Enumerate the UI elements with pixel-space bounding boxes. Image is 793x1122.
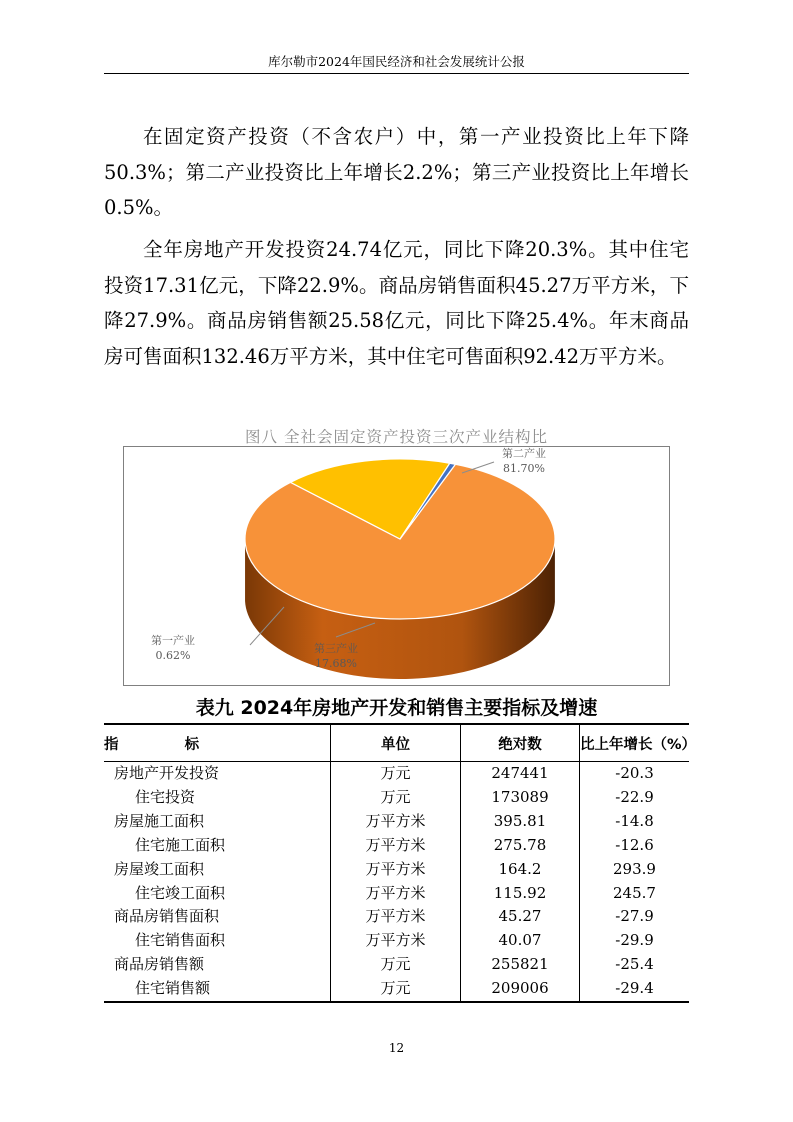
row-indicator: 住宅投资	[135, 787, 196, 806]
row-unit: 万平方米	[331, 810, 461, 834]
table-row	[104, 929, 689, 953]
row-absolute-value: 275.78	[461, 834, 580, 858]
row-unit: 万平方米	[331, 929, 461, 953]
header-indicator	[104, 724, 331, 762]
table-title: 表九 2024年房地产开发和销售主要指标及增速	[195, 697, 598, 719]
row-unit: 万平方米	[331, 882, 461, 906]
row-growth: -29.9	[580, 929, 690, 953]
row-indicator: 住宅销售额	[104, 977, 331, 1002]
row-absolute-value: 209006	[461, 977, 580, 1002]
row-absolute-value: 40.07	[461, 929, 580, 953]
row-growth: 245.7	[580, 882, 690, 906]
row-absolute-value: 173089	[461, 786, 580, 810]
paragraph-industry-investment: 在固定资产投资（不含农户）中，第一产业投资比上年下降50.3%；第二产业投资比上年增长2.2%；第三产业投资比上年增长0.5%。	[104, 125, 689, 219]
figure-title: 图八 全社会固定资产投资三次产业结构比	[245, 428, 548, 446]
paragraph-real-estate: 全年房地产开发投资24.74亿元，同比下降20.3%。其中住宅投资17.31亿元，下降22.9%。商品房销售面积45.27万平方米，下降27.9%。商品房销售额25.58亿元，同比下降25.4%。年末商品房可售面积132.46万平方米，其中住宅可售面积92.42万平方米。	[104, 238, 689, 368]
header-absolute: 绝对数	[461, 724, 580, 762]
row-growth: -27.9	[580, 905, 690, 929]
table-row	[104, 810, 689, 834]
row-absolute-value: 164.2	[461, 858, 580, 882]
pie-chart-frame	[123, 446, 670, 686]
header-growth: 比上年增长（%）	[580, 724, 690, 762]
header-rule	[104, 73, 689, 74]
row-growth: -20.3	[580, 762, 690, 786]
row-indicator: 房屋竣工面积	[114, 859, 205, 878]
table-row	[104, 762, 689, 786]
row-growth: -12.6	[580, 834, 690, 858]
pie-chart	[124, 447, 669, 685]
row-absolute-value: 255821	[461, 953, 580, 977]
row-growth: -22.9	[580, 786, 690, 810]
header-unit: 单位	[331, 724, 461, 762]
page-number: 12	[388, 1041, 405, 1055]
pie-label-name-0: 第二产业	[502, 447, 546, 460]
row-unit: 万平方米	[331, 858, 461, 882]
pie-label-name-2: 第一产业	[151, 634, 195, 647]
row-absolute-value: 247441	[461, 762, 580, 786]
row-growth: -25.4	[580, 953, 690, 977]
pie-label-name-1: 第三产业	[314, 642, 358, 655]
row-indicator: 商品房销售面积	[114, 907, 220, 926]
table-header-row	[104, 724, 689, 762]
table-row	[104, 977, 689, 1002]
row-indicator: 住宅施工面积	[135, 835, 226, 854]
row-indicator: 住宅销售面积	[135, 931, 226, 950]
row-unit: 万元	[331, 953, 461, 977]
row-absolute-value: 115.92	[461, 882, 580, 906]
table-row	[104, 834, 689, 858]
row-absolute-value: 395.81	[461, 810, 580, 834]
row-unit: 万元	[331, 977, 461, 1002]
row-indicator: 住宅竣工面积	[135, 883, 226, 902]
real-estate-table	[104, 723, 697, 1003]
row-unit: 万元	[331, 786, 461, 810]
header-indicator-char-1: 指	[104, 736, 119, 753]
pie-label-value-2: 0.62%	[155, 649, 191, 662]
row-indicator: 商品房销售额	[114, 955, 205, 974]
row-growth: -14.8	[580, 810, 690, 834]
row-unit: 万元	[331, 762, 461, 786]
page-header: 库尔勒市2024年国民经济和社会发展统计公报	[268, 54, 525, 69]
header-indicator-char-2: 标	[184, 736, 200, 753]
table-row	[104, 786, 689, 810]
table-row	[104, 882, 689, 906]
pie-label-value-1: 17.68%	[315, 657, 357, 670]
row-growth: 293.9	[580, 858, 690, 882]
row-indicator: 房屋施工面积	[114, 811, 205, 830]
row-indicator: 房地产开发投资	[114, 764, 220, 782]
pie-label-value-0: 81.70%	[503, 462, 545, 475]
row-absolute-value: 45.27	[461, 905, 580, 929]
table-row	[104, 953, 689, 977]
row-unit: 万平方米	[331, 905, 461, 929]
row-unit: 万平方米	[331, 834, 461, 858]
table-row	[104, 858, 689, 882]
table-row	[104, 905, 689, 929]
row-growth: -29.4	[580, 977, 690, 1002]
